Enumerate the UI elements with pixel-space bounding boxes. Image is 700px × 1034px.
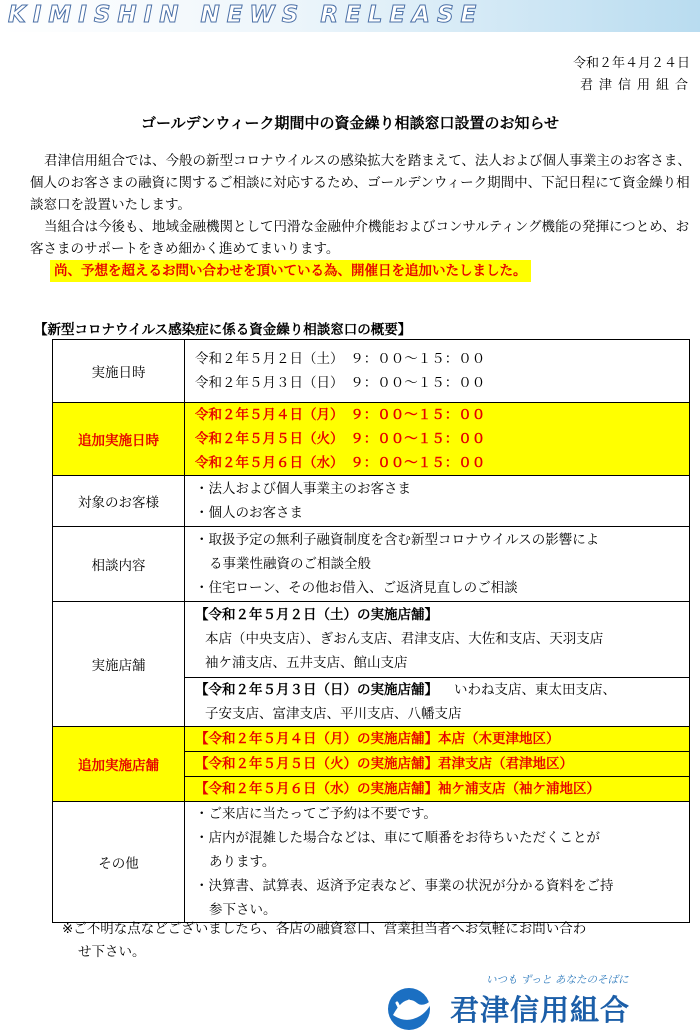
customer-item: ・法人および個人事業主のお客さま — [195, 481, 411, 497]
consultation-item-2: ・住宅ローン、その他お借入、ご返済見直しのご相談 — [195, 580, 518, 596]
customers-value — [185, 476, 690, 527]
release-date: 令和２年４月２４日 — [572, 56, 690, 71]
other-item-2-cont: あります。 — [209, 854, 276, 870]
logo-tagline: いつも ずっと あなたのそばに — [486, 974, 629, 986]
kimitsu-logo-mark-icon — [383, 985, 443, 1031]
consultation-value — [185, 527, 690, 602]
may3-first-line — [185, 678, 689, 702]
dates-label: 実施日時 — [53, 340, 185, 403]
branches-label: 実施店舗 — [53, 602, 185, 727]
table-row-customers — [53, 476, 690, 527]
additional-date-line: 令和２年５月６日（水） ９：００～１５：００ — [195, 455, 486, 471]
additional-branch-line: 【令和２年５月４日（月）の実施店舗】本店（木更津地区） — [185, 727, 689, 752]
banner-title: KIMISHIN NEWS RELEASE — [8, 2, 484, 28]
other-item-1: ・ご来店に当たってご予約は不要です。 — [195, 806, 437, 822]
intro-paragraph-2: 当組合は今後も、地域金融機関として円滑な金融仲介機能およびコンサルティング機能の発揮につとめ、お客さまのサポートをきめ細かく進めてまいります。 — [30, 219, 690, 257]
dates-value — [185, 340, 690, 403]
may3-branch-line: 子安支店、富津支店、平川支店、八幡支店 — [205, 705, 462, 722]
may3-branch-list: いわね支店、東太田支店、 — [454, 681, 616, 698]
consultation-item-1-cont: る事業性融資のご相談全般 — [209, 556, 371, 572]
may2-branch-line: 袖ケ浦支店、五井支店、館山支店 — [205, 654, 408, 671]
intro-paragraph-1: 君津信用組合では、今般の新型コロナウイルスの感染拡大を踏まえて、法人および個人事業主のお客さま、個人のお客さまの融資に関するご相談に対応するため、ゴールデンウィーク期間中、下記日程にて資金繰り相談窓口を設置いたします。 — [30, 153, 691, 213]
additional-date-line: 令和２年５月４日（月） ９：００～１５：００ — [195, 407, 486, 423]
footnote-line: ※ご不明な点などございましたら、各店の融資窓口、営業担当者へお気軽にお問い合わ — [62, 921, 587, 937]
table-row-consultation — [53, 527, 690, 602]
may2-branches — [185, 603, 689, 678]
additional-dates-value — [185, 403, 690, 476]
may3-heading: 【令和２年５月３日（日）の実施店舗】 — [195, 681, 438, 698]
may2-heading: 【令和２年５月２日（土）の実施店舗】 — [195, 606, 438, 623]
overview-title: 【新型コロナウイルス感染症に係る資金繰り相談窓口の概要】 — [34, 322, 412, 338]
date-line: 令和２年５月２日（土） ９：００～１５：００ — [195, 351, 486, 367]
additional-branches-value — [185, 727, 690, 802]
intro-text — [30, 150, 695, 282]
table-row-other — [53, 802, 690, 923]
added-dates-notice: 尚、予想を超えるお問い合わせを頂いている為、開催日を追加いたしました。 — [50, 260, 531, 282]
consultation-item-1: ・取扱予定の無利子融資制度を含む新型コロナウイルスの影響によ — [195, 532, 600, 548]
news-release-banner — [0, 0, 700, 32]
other-item-2: ・店内が混雑した場合などは、車にて順番をお待ちいただくことが — [195, 830, 600, 846]
headline: ゴールデンウィーク期間中の資金繰り相談窓口設置のお知らせ — [140, 114, 560, 132]
may3-branches — [185, 678, 689, 726]
issuer-name: 君津信用組合 — [579, 78, 694, 93]
branches-value — [185, 602, 690, 727]
table-row-additional-branches — [53, 727, 690, 802]
footnote-line: せ下さい。 — [78, 944, 146, 960]
other-item-3: ・決算書、試算表、返済予定表など、事業の状況が分かる資料をご持 — [195, 878, 614, 894]
footnote — [62, 918, 697, 964]
table-row-additional-dates — [53, 403, 690, 476]
table-row-branches — [53, 602, 690, 727]
logo-name: 君津信用組合 — [450, 993, 631, 1027]
other-item-3-cont: 参下さい。 — [209, 902, 277, 918]
consultation-label: 相談内容 — [53, 527, 185, 602]
additional-dates-label: 追加実施日時 — [53, 403, 185, 476]
additional-branch-line: 【令和２年５月６日（水）の実施店舗】袖ケ浦支店（袖ケ浦地区） — [195, 781, 600, 797]
other-label: その他 — [53, 802, 185, 923]
additional-date-line: 令和２年５月５日（火） ９：００～１５：００ — [195, 431, 486, 447]
may2-branch-line: 本店（中央支店）、ぎおん支店、君津支店、大佐和支店、天羽支店 — [205, 630, 604, 647]
customer-item: ・個人のお客さま — [195, 505, 303, 521]
additional-branches-label: 追加実施店舗 — [53, 727, 185, 802]
table-row-dates — [53, 340, 690, 403]
date-line: 令和２年５月３日（日） ９：００～１５：００ — [195, 375, 486, 391]
additional-branch-line: 【令和２年５月５日（火）の実施店舗】君津支店（君津地区） — [185, 752, 689, 777]
overview-table — [52, 339, 690, 923]
customers-label: 対象のお客様 — [53, 476, 185, 527]
other-value — [185, 802, 690, 923]
